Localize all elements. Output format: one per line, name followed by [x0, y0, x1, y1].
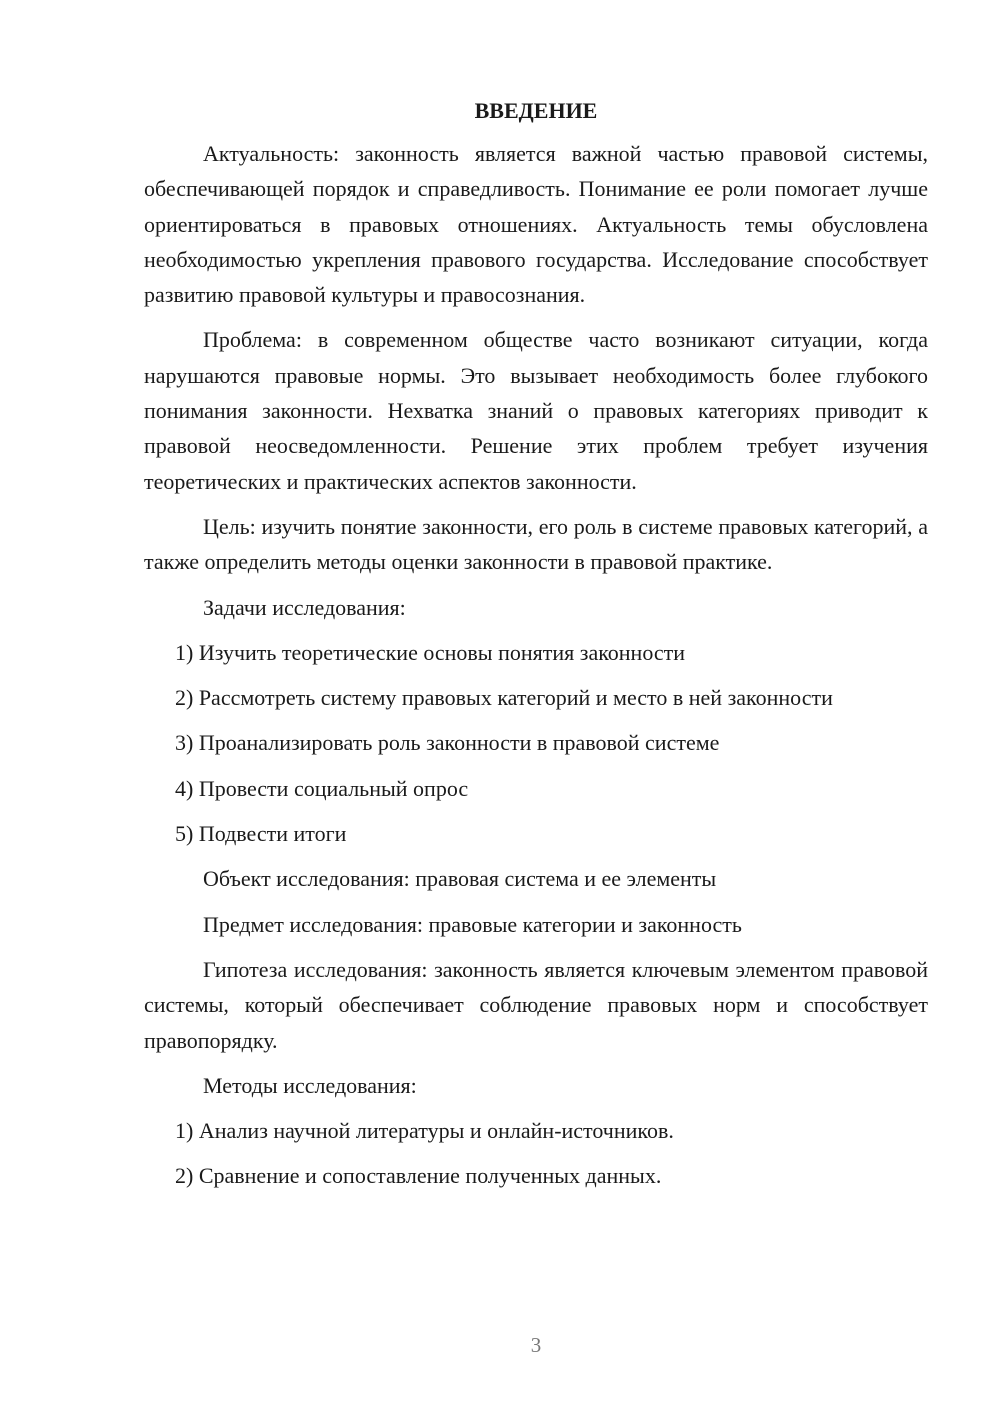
list-item: 5) Подвести итоги — [175, 821, 347, 847]
tasks-heading: Задачи исследования: — [203, 594, 406, 620]
page-number: 3 — [530, 1333, 542, 1357]
list-item: 2) Сравнение и сопоставление полученных данных. — [175, 1163, 662, 1189]
methods-list — [144, 1113, 928, 1194]
goal-paragraph: Цель: изучить понятие законности, его роль в системе правовых категорий, а также определить методы оценки законности в правовой практике. — [144, 513, 928, 575]
methods-heading: Методы исследования: — [203, 1072, 417, 1098]
list-item: 4) Провести социальный опрос — [175, 775, 469, 801]
relevance-paragraph: Актуальность: законность является важной частью правовой системы, обеспечивающей порядок и справедливость. Понимание ее роли помогает лучше ориентироваться в правовых отношениях. Актуальность темы обусловлена необходимостью укрепления правового государства. Исследование способствует развитию правовой культуры и правосознания. — [144, 141, 928, 308]
document-title: ВВЕДЕНИЕ — [474, 98, 598, 123]
problem-paragraph: Проблема: в современном обществе часто возникают ситуации, когда нарушаются правовые нормы. Это вызывает необходимость более глубокого понимания законности. Нехватка знаний о правовых категориях приводит к правовой неосведомленности. Решение этих проблем требует изучения теоретических и практических аспектов законности. — [144, 327, 928, 494]
list-item: 1) Изучить теоретические основы понятия законности — [175, 639, 686, 665]
document-page — [144, 90, 928, 1204]
tasks-list — [144, 635, 928, 851]
list-item: 1) Анализ научной литературы и онлайн-источников. — [175, 1118, 674, 1144]
object-paragraph: Объект исследования: правовая система и ее элементы — [203, 866, 717, 892]
list-item: 3) Проанализировать роль законности в правовой системе — [175, 730, 720, 756]
list-item: 2) Рассмотреть систему правовых категорий и место в ней законности — [175, 685, 833, 711]
subject-paragraph: Предмет исследования: правовые категории и законность — [203, 911, 742, 937]
hypothesis-paragraph: Гипотеза исследования: законность является ключевым элементом правовой системы, который обеспечивает соблюдение правовых норм и способствует правопорядку. — [144, 956, 928, 1053]
